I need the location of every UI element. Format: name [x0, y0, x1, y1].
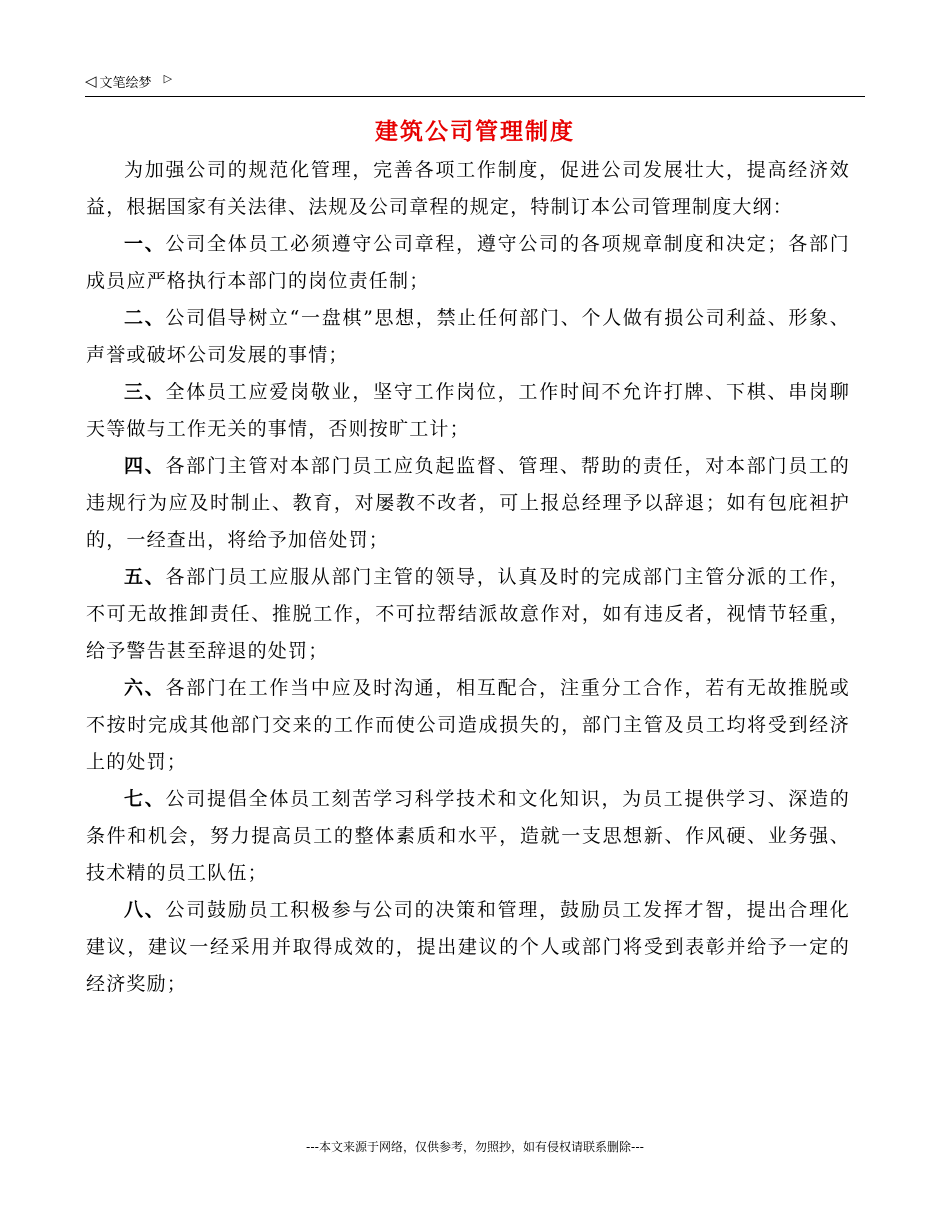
header-brand [85, 72, 172, 91]
clause-number: 一、 [124, 233, 166, 255]
clause-text: 各部门员工应服从部门主管的领导，认真及时的完成部门主管分派的工作，不可无故推卸责任、推脱工作，不可拉帮结派故意作对，如有违反者，视情节轻重，给予警告甚至辞退的处罚； [86, 566, 851, 662]
clause-number: 六、 [124, 677, 166, 699]
page-footer: ---本文来源于网络，仅供参考，勿照抄，如有侵权请联系删除--- [306, 1140, 644, 1154]
clause-text: 各部门主管对本部门员工应负起监督、管理、帮助的责任，对本部门员工的违规行为应及时制止、教育，对屡教不改者，可上报总经理予以辞退；如有包庇袒护的，一经查出，将给予加倍处罚； [86, 455, 851, 551]
clause-number: 七、 [124, 788, 166, 810]
clause-text: 公司倡导树立“一盘棋”思想，禁止任何部门、个人做有损公司利益、形象、声誉或破坏公司发展的事情； [86, 307, 851, 366]
clause-number: 二、 [124, 307, 166, 329]
clause-text: 全体员工应爱岗敬业，坚守工作岗位，工作时间不允许打牌、下棋、串岗聊天等做与工作无关的事情，否则按旷工计； [86, 381, 851, 440]
right-triangle-icon: ▷ [163, 72, 173, 85]
clause-paragraph [86, 892, 850, 1003]
clause-text: 公司提倡全体员工刻苦学习科学技术和文化知识，为员工提供学习、深造的条件和机会，努力提高员工的整体素质和水平，造就一支思想新、作风硬、业务强、技术精的员工队伍； [86, 788, 851, 884]
clause-text: 公司全体员工必须遵守公司章程，遵守公司的各项规章制度和决定；各部门成员应严格执行本部门的岗位责任制； [86, 233, 851, 292]
clause-paragraph [86, 781, 850, 892]
clause-list [86, 226, 850, 1003]
clause-number: 四、 [124, 455, 166, 477]
left-triangle-icon: ◁ [85, 72, 97, 90]
clause-number: 三、 [124, 381, 166, 403]
clause-paragraph [86, 300, 850, 374]
clause-text: 各部门在工作当中应及时沟通，相互配合，注重分工合作，若有无故推脱或不按时完成其他部门交来的工作而使公司造成损失的，部门主管及员工均将受到经济上的处罚； [86, 677, 851, 773]
clause-number: 八、 [124, 899, 166, 921]
clause-paragraph [86, 559, 850, 670]
clause-number: 五、 [124, 566, 166, 588]
intro-paragraph: 为加强公司的规范化管理，完善各项工作制度，促进公司发展壮大，提高经济效益，根据国家有关法律、法规及公司章程的规定，特制订本公司管理制度大纲： [86, 159, 850, 218]
clause-paragraph [86, 226, 850, 300]
document-title: 建筑公司管理制度 [375, 118, 575, 145]
clause-text: 公司鼓励员工积极参与公司的决策和管理，鼓励员工发挥才智，提出合理化建议，建议一经采用并取得成效的，提出建议的个人或部门将受到表彰并给予一定的经济奖励； [86, 899, 851, 995]
brand-name: 文笔绘梦 [99, 76, 152, 91]
clause-paragraph [86, 448, 850, 559]
document-body [86, 152, 850, 1003]
clause-paragraph [86, 670, 850, 781]
page-header [85, 68, 865, 97]
clause-paragraph [86, 374, 850, 448]
